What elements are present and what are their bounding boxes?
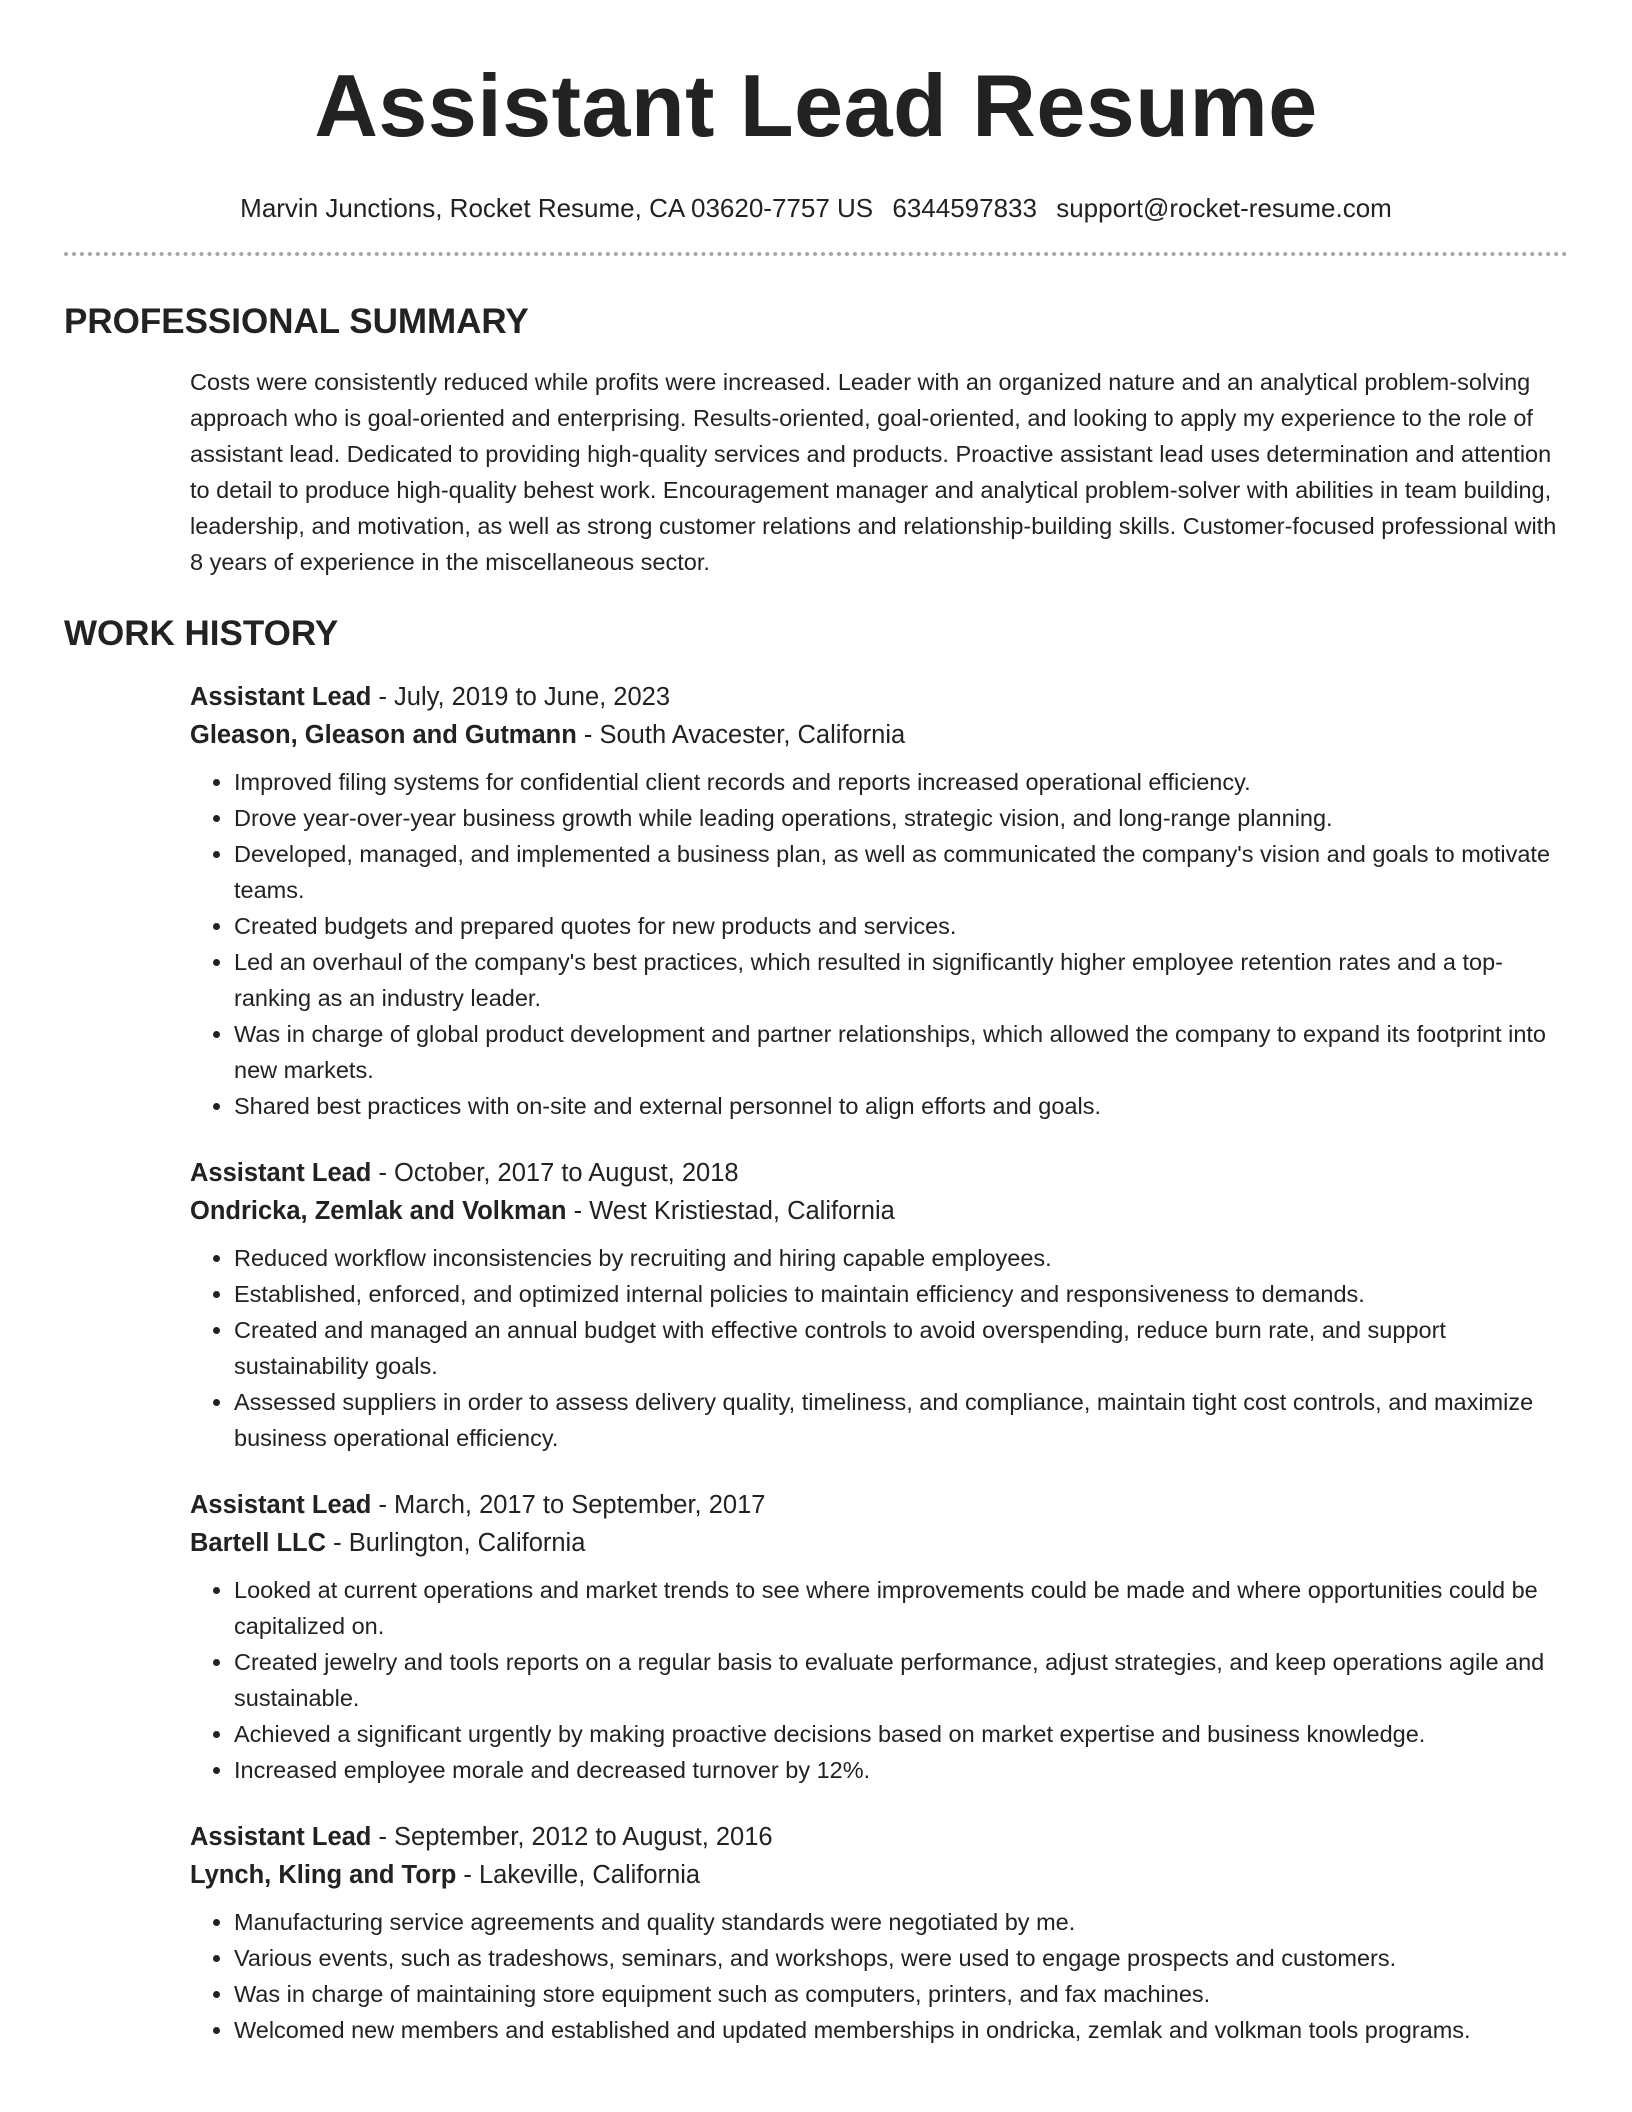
job-company-line [190,1524,1568,1562]
contact-email: support@rocket-resume.com [1056,193,1392,223]
job-company: Ondricka, Zemlak and Volkman [190,1197,567,1225]
list-item: • Shared best practices with on-site and external personnel to align efforts and goals. [234,1088,1568,1124]
job-entry [190,1486,1568,1788]
job-dates: - September, 2012 to August, 2016 [371,1823,773,1851]
job-company-line [190,716,1568,754]
list-item: • Developed, managed, and implemented a business plan, as well as communicated the company's vision and goals to motivate teams. [234,836,1568,908]
contact-phone: 6344597833 [892,193,1037,223]
list-item: • Was in charge of maintaining store equipment such as computers, printers, and fax machines. [234,1976,1568,2012]
list-item: • Looked at current operations and market trends to see where improvements could be made and where opportunities could be capitalized on. [234,1572,1568,1644]
job-company-line [190,1856,1568,1894]
job-location: - Burlington, California [326,1529,586,1557]
job-dates: - July, 2019 to June, 2023 [371,683,671,711]
job-title: Assistant Lead [190,1823,372,1851]
list-item: • Was in charge of global product development and partner relationships, which allowed the company to expand its footprint into new markets. [234,1016,1568,1088]
list-item: • Assessed suppliers in order to assess delivery quality, timeliness, and compliance, maintain tight cost controls, and maximize business operational efficiency. [234,1384,1568,1456]
list-item: • Various events, such as tradeshows, seminars, and workshops, were used to engage prospects and customers. [234,1940,1568,1976]
job-title: Assistant Lead [190,683,372,711]
list-item: • Created budgets and prepared quotes for new products and services. [234,908,1568,944]
list-item: • Created and managed an annual budget with effective controls to avoid overspending, reduce burn rate, and support sustainability goals. [234,1312,1568,1384]
list-item: • Manufacturing service agreements and quality standards were negotiated by me. [234,1904,1568,1940]
job-location: - West Kristiestad, California [566,1197,895,1225]
job-entry [190,1154,1568,1456]
job-entry [190,1818,1568,2048]
list-item: • Led an overhaul of the company's best practices, which resulted in significantly higher employee retention rates and a top-ranking as an industry leader. [234,944,1568,1016]
job-bullets [190,1904,1568,2048]
list-item: • Established, enforced, and optimized internal policies to maintain efficiency and responsiveness to demands. [234,1276,1568,1312]
header-divider [64,252,1568,256]
job-bullets [190,1572,1568,1788]
job-location: - South Avacester, California [576,721,906,749]
job-company: Bartell LLC [190,1529,327,1557]
summary-text: Costs were consistently reduced while profits were increased. Leader with an organized nature and an analytical problem-solving approach who is goal-oriented and enterprising. Results-oriented, goal-oriented, and looking to apply my experience to the role of assistant lead. Dedicated to providing high-quality services and products. Proactive assistant lead uses determination and attention to detail to produce high-quality behest work. Encouragement manager and analytical problem-solver with abilities in team building, leadership, and motivation, as well as strong customer relations and relationship-building skills. Customer-focused professional with 8 years of experience in the miscellaneous sector. [190,369,1557,575]
work-history-section [64,612,1568,2048]
job-entry [190,678,1568,1124]
job-dates: - October, 2017 to August, 2018 [371,1159,739,1187]
contact-line [64,190,1568,226]
summary-section [64,300,1568,580]
work-history-heading: WORK HISTORY [64,614,339,653]
job-title-line [190,1818,1568,1856]
job-title-line [190,678,1568,716]
job-title-line [190,1486,1568,1524]
job-location: - Lakeville, California [456,1861,701,1889]
job-bullets [190,1240,1568,1456]
job-title: Assistant Lead [190,1491,372,1519]
list-item: • Improved filing systems for confidential client records and reports increased operational efficiency. [234,764,1568,800]
job-company-line [190,1192,1568,1230]
list-item: • Drove year-over-year business growth while leading operations, strategic vision, and long-range planning. [234,800,1568,836]
job-title: Assistant Lead [190,1159,372,1187]
job-title-line [190,1154,1568,1192]
job-company: Gleason, Gleason and Gutmann [190,721,577,749]
job-company: Lynch, Kling and Torp [190,1861,457,1889]
contact-address: Marvin Junctions, Rocket Resume, CA 03620-7757 US [240,193,874,223]
page-title: Assistant Lead Resume [314,56,1318,155]
list-item: • Achieved a significant urgently by making proactive decisions based on market expertise and business knowledge. [234,1716,1568,1752]
job-dates: - March, 2017 to September, 2017 [371,1491,766,1519]
list-item: • Created jewelry and tools reports on a regular basis to evaluate performance, adjust strategies, and keep operations agile and sustainable. [234,1644,1568,1716]
job-bullets [190,764,1568,1124]
list-item: • Increased employee morale and decreased turnover by 12%. [234,1752,1568,1788]
summary-heading: PROFESSIONAL SUMMARY [64,302,529,341]
list-item: • Welcomed new members and established and updated memberships in ondricka, zemlak and volkman tools programs. [234,2012,1568,2048]
list-item: • Reduced workflow inconsistencies by recruiting and hiring capable employees. [234,1240,1568,1276]
